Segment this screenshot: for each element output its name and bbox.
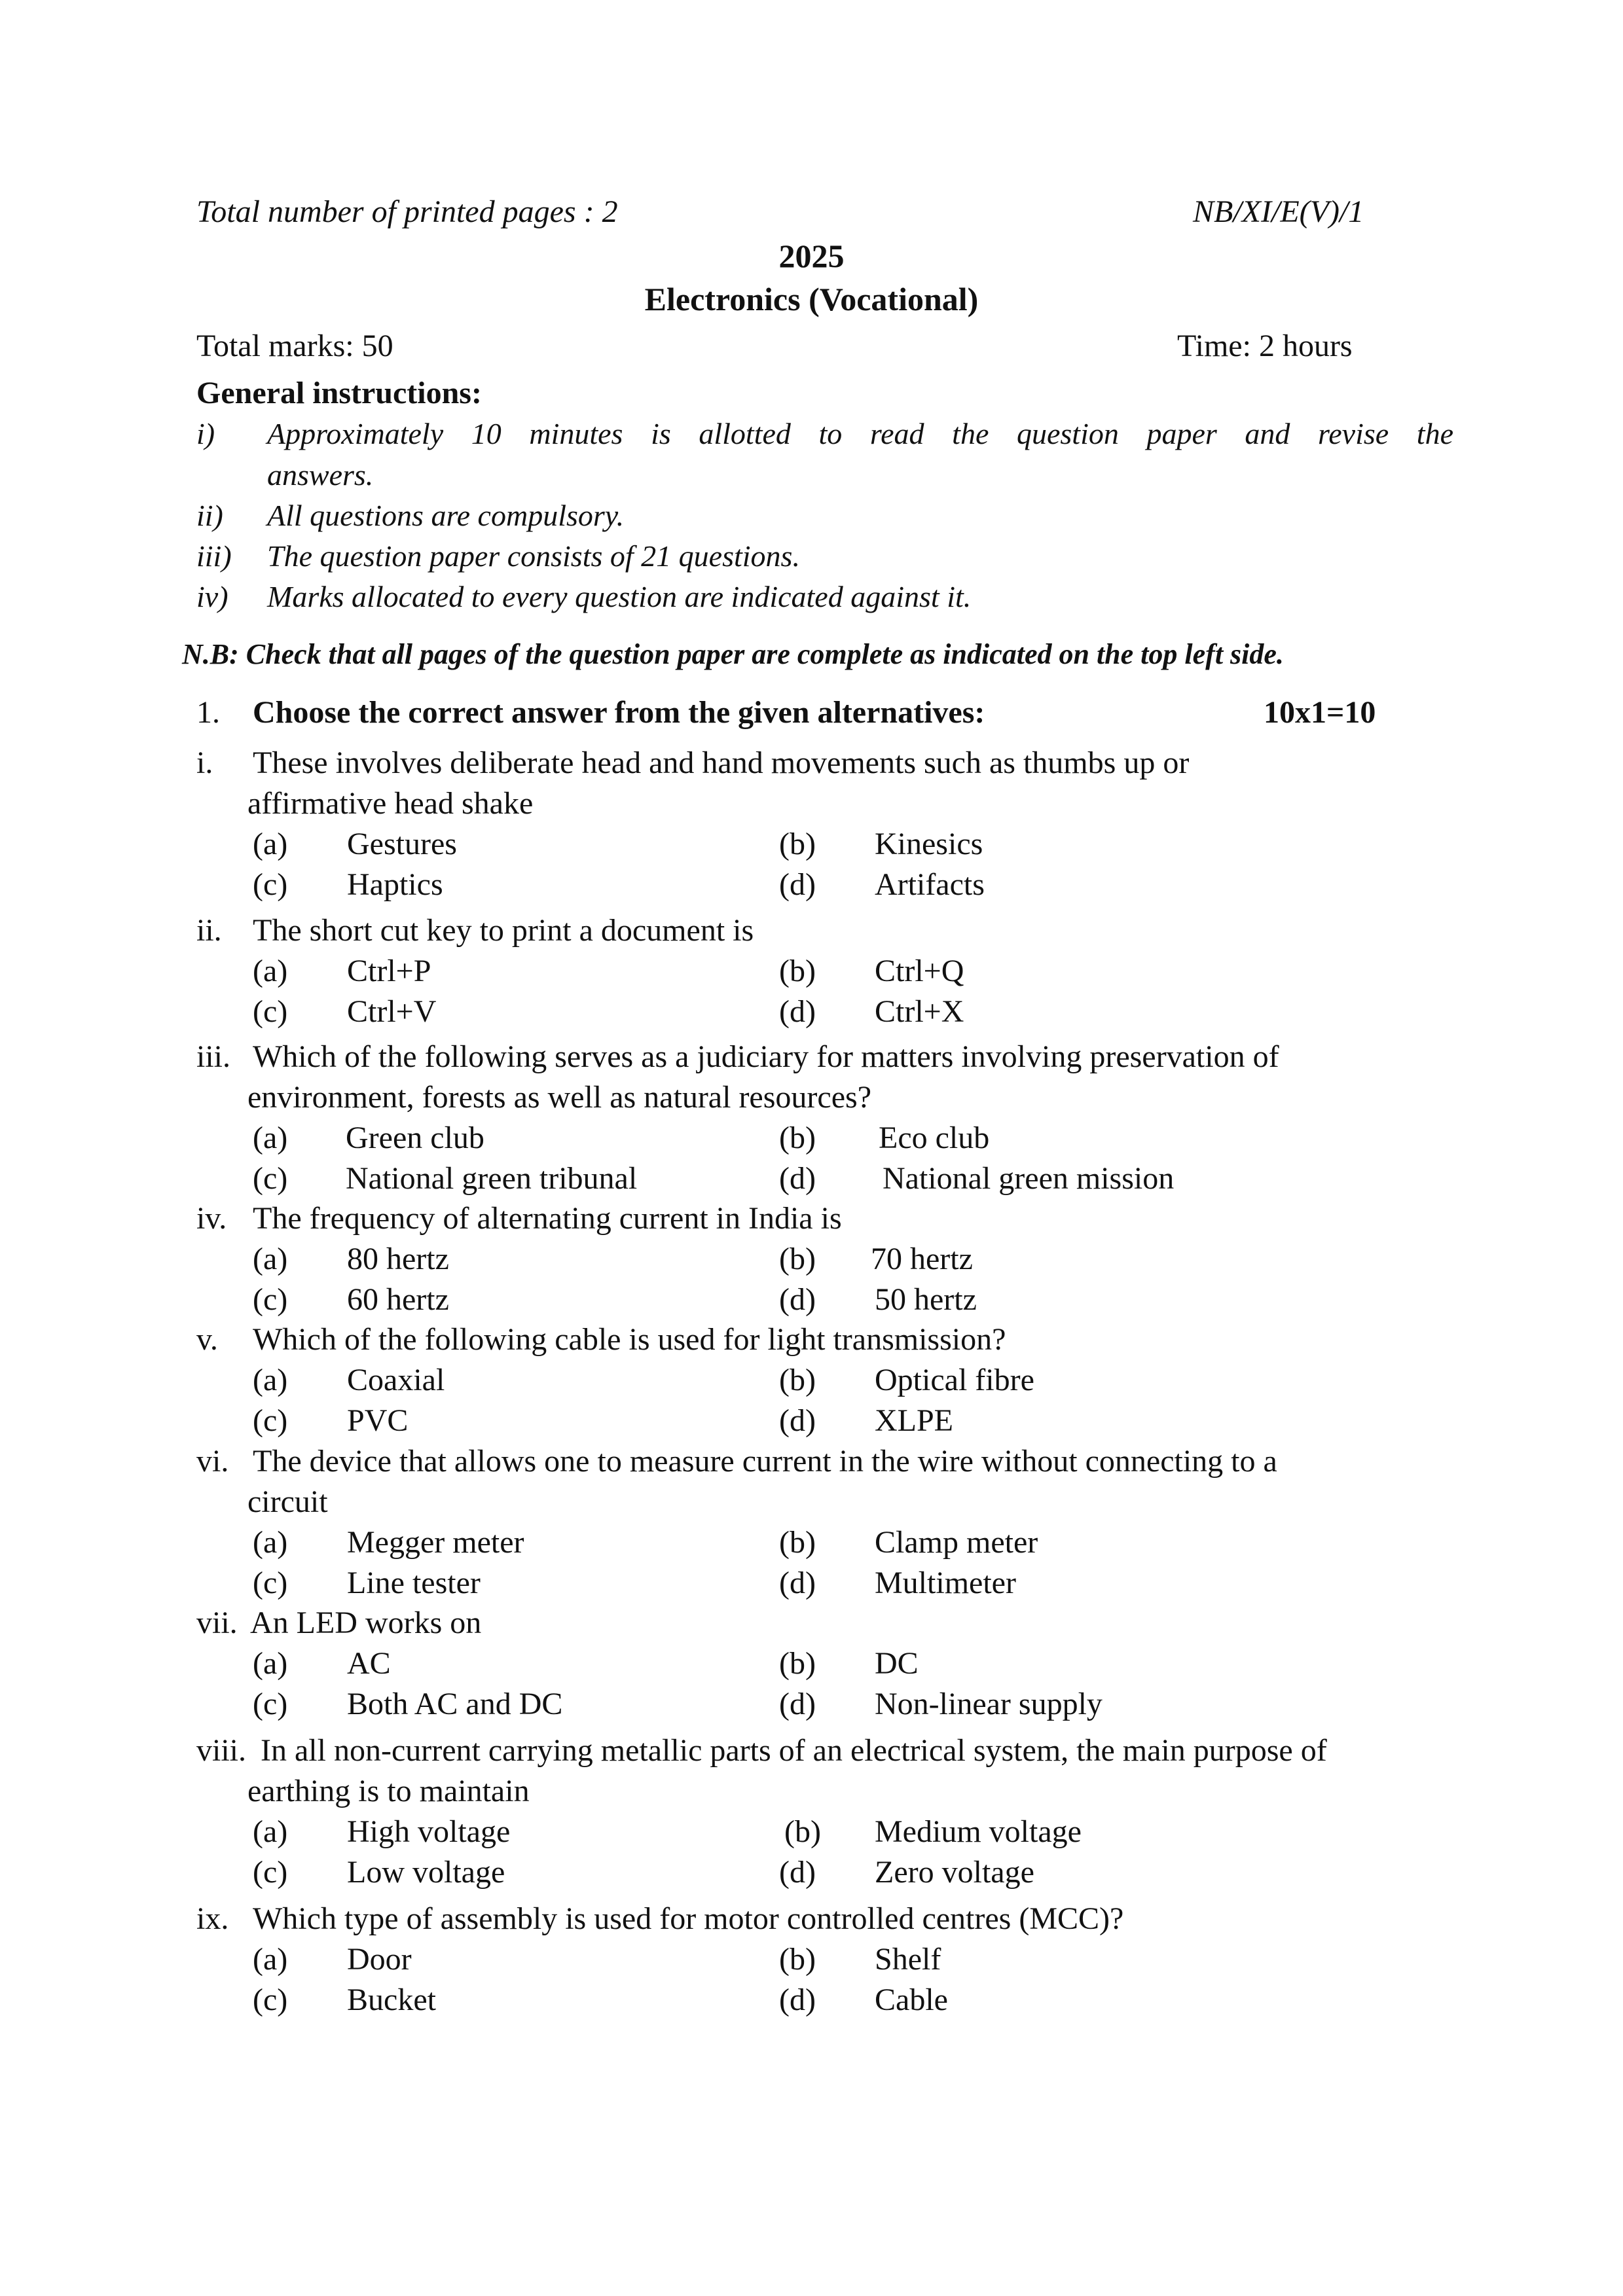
question-number: i.: [196, 745, 213, 780]
option-text: Green club: [346, 1121, 484, 1155]
section-marks: 10x1=10: [1264, 695, 1376, 730]
instruction-number: ii): [196, 499, 223, 532]
option-text: Kinesics: [875, 827, 983, 861]
option-label: (b): [779, 1646, 816, 1681]
option-text: PVC: [347, 1403, 409, 1438]
instruction-number: i): [196, 417, 215, 450]
nb-note: N.B: Check that all pages of the question paper are complete as indicated on the top left side.: [182, 638, 1284, 670]
subject-title: Electronics (Vocational): [644, 281, 979, 317]
option-label: (c): [253, 867, 288, 902]
option-text: AC: [347, 1646, 391, 1681]
printed-pages-note: Total number of printed pages : 2: [196, 194, 618, 229]
question-text: An LED works on: [250, 1605, 482, 1640]
option-text: 60 hertz: [347, 1282, 449, 1317]
option-label: (d): [779, 1161, 816, 1196]
option-label: (a): [253, 827, 288, 861]
option-text: Eco club: [879, 1121, 990, 1155]
option-text: Multimeter: [875, 1566, 1016, 1600]
option-text: Cable: [875, 1982, 948, 2017]
option-label: (c): [253, 994, 288, 1029]
question-text: Which type of assembly is used for motor controlled centres (MCC)?: [253, 1901, 1124, 1936]
option-label: (a): [253, 1121, 288, 1155]
question-number: viii.: [196, 1733, 247, 1768]
instruction-text: Marks allocated to every question are indicated against it.: [267, 580, 972, 613]
option-label: (d): [779, 1982, 816, 2017]
option-label: (a): [253, 1942, 288, 1977]
question-text: These involves deliberate head and hand movements such as thumbs up or: [253, 745, 1190, 780]
option-text: Zero voltage: [875, 1855, 1034, 1890]
instruction-text: The question paper consists of 21 questions.: [267, 539, 800, 573]
option-text: Ctrl+V: [347, 994, 437, 1029]
question-number: vi.: [196, 1444, 229, 1479]
section-number: 1.: [196, 695, 220, 730]
option-label: (b): [779, 827, 816, 861]
question-number: v.: [196, 1322, 218, 1357]
total-marks: Total marks: 50: [196, 329, 393, 363]
instruction-text-continued: answers.: [267, 458, 374, 492]
option-text: Coaxial: [347, 1363, 445, 1397]
question-number: ii.: [196, 913, 222, 948]
option-text: High voltage: [347, 1814, 511, 1849]
option-label: (b): [779, 1525, 816, 1560]
option-label: (b): [779, 1363, 816, 1397]
question-text: The device that allows one to measure current in the wire without connecting to a: [253, 1444, 1277, 1479]
option-text: Medium voltage: [875, 1814, 1082, 1849]
option-label: (c): [253, 1282, 288, 1317]
option-label: (b): [779, 1942, 816, 1977]
option-text: Shelf: [875, 1942, 941, 1977]
option-text: Clamp meter: [875, 1525, 1038, 1560]
option-text: National green mission: [883, 1161, 1175, 1196]
option-text: Artifacts: [875, 867, 985, 902]
question-number: vii.: [196, 1605, 238, 1640]
paper-code: NB/XI/E(V)/1: [1193, 194, 1364, 229]
time-allowed: Time: 2 hours: [1177, 329, 1353, 363]
option-label: (a): [253, 1814, 288, 1849]
question-text-continued: environment, forests as well as natural resources?: [247, 1080, 871, 1115]
instructions-heading: General instructions:: [196, 376, 482, 410]
question-text-continued: circuit: [247, 1484, 328, 1519]
option-text: Megger meter: [347, 1525, 524, 1560]
instruction-number: iii): [196, 539, 232, 573]
option-text: National green tribunal: [346, 1161, 638, 1196]
instruction-text: Approximately 10 minutes is allotted to read the question paper and revise the: [267, 417, 1453, 450]
option-text: Non-linear supply: [875, 1687, 1103, 1721]
option-label: (a): [253, 954, 288, 988]
option-label: (b): [779, 1242, 816, 1276]
option-text: Ctrl+P: [347, 954, 431, 988]
option-text: Optical fibre: [875, 1363, 1034, 1397]
option-label: (c): [253, 1855, 288, 1890]
option-label: (c): [253, 1161, 288, 1196]
option-label: (d): [779, 994, 816, 1029]
option-label: (c): [253, 1687, 288, 1721]
option-text: Both AC and DC: [347, 1687, 563, 1721]
option-text: 50 hertz: [875, 1282, 977, 1317]
option-text: XLPE: [875, 1403, 953, 1438]
question-text: The short cut key to print a document is: [253, 913, 754, 948]
instruction-number: iv): [196, 580, 228, 613]
option-label: (b): [779, 1121, 816, 1155]
option-label: (c): [253, 1403, 288, 1438]
option-label: (a): [253, 1363, 288, 1397]
option-text: Ctrl+X: [875, 994, 964, 1029]
option-label: (a): [253, 1646, 288, 1681]
option-label: (d): [779, 867, 816, 902]
question-number: iii.: [196, 1039, 231, 1074]
option-label: (c): [253, 1982, 288, 2017]
option-label: (d): [779, 1403, 816, 1438]
option-label: (a): [253, 1525, 288, 1560]
question-number: ix.: [196, 1901, 229, 1936]
option-text: Low voltage: [347, 1855, 505, 1890]
option-label: (a): [253, 1242, 288, 1276]
option-text: 80 hertz: [347, 1242, 449, 1276]
question-text-continued: affirmative head shake: [247, 786, 534, 821]
option-text: Door: [347, 1942, 412, 1977]
option-label: (d): [779, 1566, 816, 1600]
question-text: In all non-current carrying metallic parts of an electrical system, the main purpose of: [261, 1733, 1327, 1768]
option-text: Gestures: [347, 827, 457, 861]
option-label: (b): [779, 954, 816, 988]
question-text: Which of the following serves as a judiciary for matters involving preservation of: [253, 1039, 1279, 1074]
option-label: (c): [253, 1566, 288, 1600]
exam-year: 2025: [778, 238, 845, 274]
option-label: (d): [779, 1282, 816, 1317]
option-label: (b): [784, 1814, 821, 1849]
question-number: iv.: [196, 1201, 227, 1236]
option-text: Bucket: [347, 1982, 436, 2017]
option-text: DC: [875, 1646, 919, 1681]
option-text: 70 hertz: [871, 1242, 973, 1276]
section-title: Choose the correct answer from the given alternatives:: [253, 695, 985, 730]
option-text: Line tester: [347, 1566, 481, 1600]
question-text-continued: earthing is to maintain: [247, 1774, 530, 1808]
option-label: (d): [779, 1687, 816, 1721]
question-text: Which of the following cable is used for light transmission?: [253, 1322, 1006, 1357]
question-text: The frequency of alternating current in India is: [253, 1201, 842, 1236]
option-label: (d): [779, 1855, 816, 1890]
instruction-text: All questions are compulsory.: [267, 499, 625, 532]
option-text: Ctrl+Q: [875, 954, 964, 988]
option-text: Haptics: [347, 867, 443, 902]
